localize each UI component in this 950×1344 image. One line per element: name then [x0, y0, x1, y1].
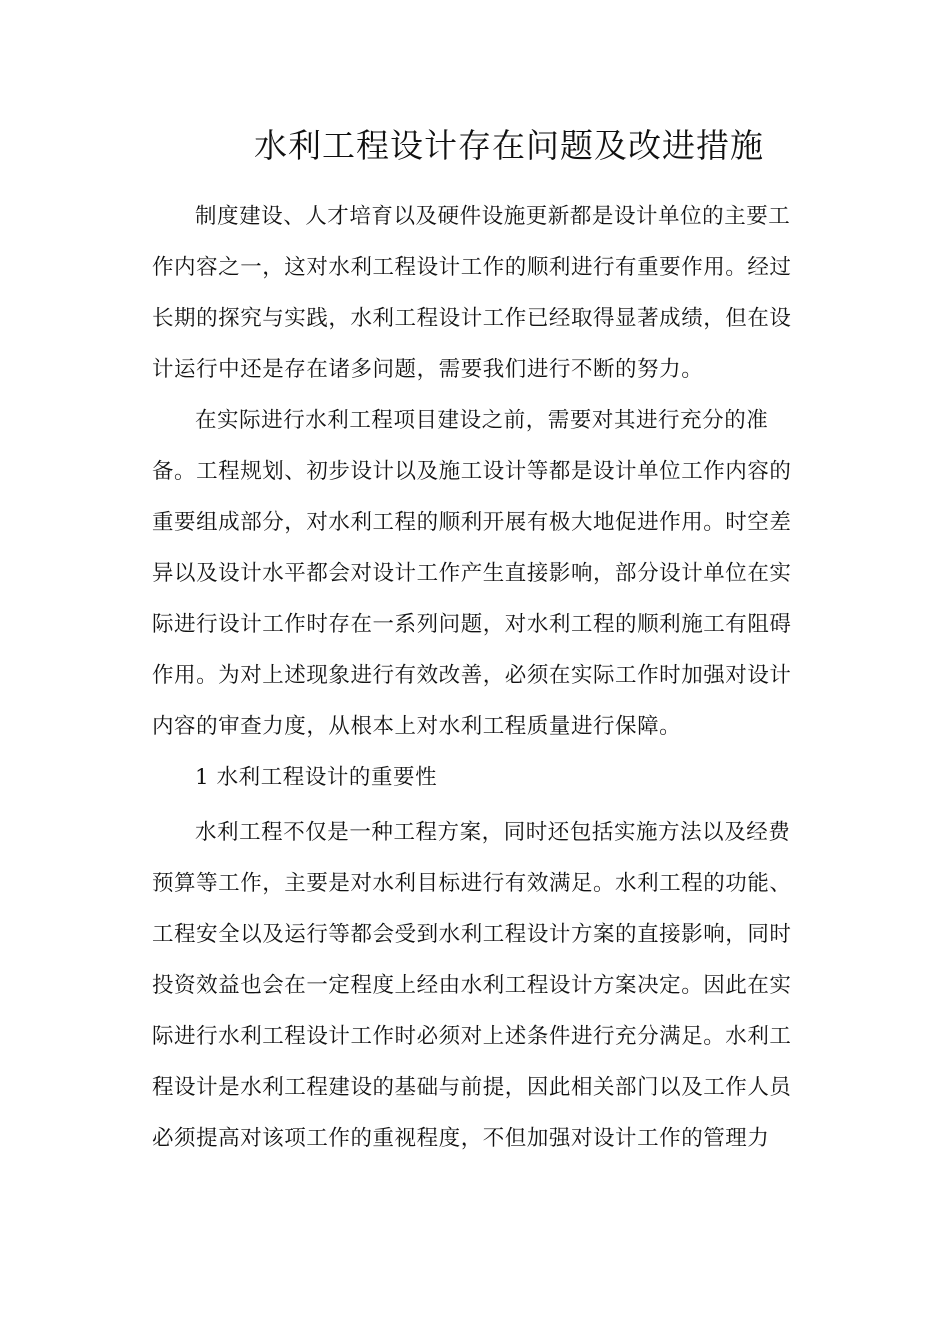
- paragraph-1-line-1: 制度建设、人才培育以及硬件设施更新都是设计单位的主要工: [195, 204, 791, 229]
- paragraph-2-line-6: 作用。为对上述现象进行有效改善，必须在实际工作时加强对设计: [152, 663, 792, 688]
- paragraph-2-line-3: 重要组成部分，对水利工程的顺利开展有极大地促进作用。时空差: [152, 510, 792, 535]
- paragraph-2-line-5: 际进行设计工作时存在一系列问题，对水利工程的顺利施工有阻碍: [152, 612, 792, 637]
- paragraph-1-line-3: 长期的探究与实践，水利工程设计工作已经取得显著成绩，但在设: [152, 306, 792, 331]
- document-title-text: 水利工程设计存在问题及改进措施: [254, 126, 764, 165]
- document-title: [0, 122, 950, 170]
- paragraph-3-line-7: 必须提高对该项工作的重视程度，不但加强对设计工作的管理力: [152, 1126, 770, 1151]
- paragraph-2-line-1: 在实际进行水利工程项目建设之前，需要对其进行充分的准: [195, 408, 769, 433]
- paragraph-3-line-4: 投资效益也会在一定程度上经由水利工程设计方案决定。因此在实: [152, 973, 792, 998]
- paragraph-3-line-2: 预算等工作，主要是对水利目标进行有效满足。水利工程的功能、: [152, 871, 792, 896]
- paragraph-2-line-2: 备。工程规划、初步设计以及施工设计等都是设计单位工作内容的: [152, 459, 792, 484]
- paragraph-1-line-4: 计运行中还是存在诸多问题，需要我们进行不断的努力。: [152, 357, 704, 382]
- section-heading: 1 水利工程设计的重要性: [195, 765, 438, 790]
- paragraph-3-line-3: 工程安全以及运行等都会受到水利工程设计方案的直接影响，同时: [152, 922, 792, 947]
- paragraph-3-line-5: 际进行水利工程设计工作时必须对上述条件进行充分满足。水利工: [152, 1024, 792, 1049]
- paragraph-1-line-2: 作内容之一，这对水利工程设计工作的顺利进行有重要作用。经过: [152, 255, 792, 280]
- paragraph-2-line-4: 异以及设计水平都会对设计工作产生直接影响，部分设计单位在实: [152, 561, 792, 586]
- paragraph-3-line-6: 程设计是水利工程建设的基础与前提，因此相关部门以及工作人员: [152, 1075, 792, 1100]
- paragraph-3-line-1: 水利工程不仅是一种工程方案，同时还包括实施方法以及经费: [195, 820, 791, 845]
- paragraph-2-line-7: 内容的审查力度，从根本上对水利工程质量进行保障。: [152, 714, 682, 739]
